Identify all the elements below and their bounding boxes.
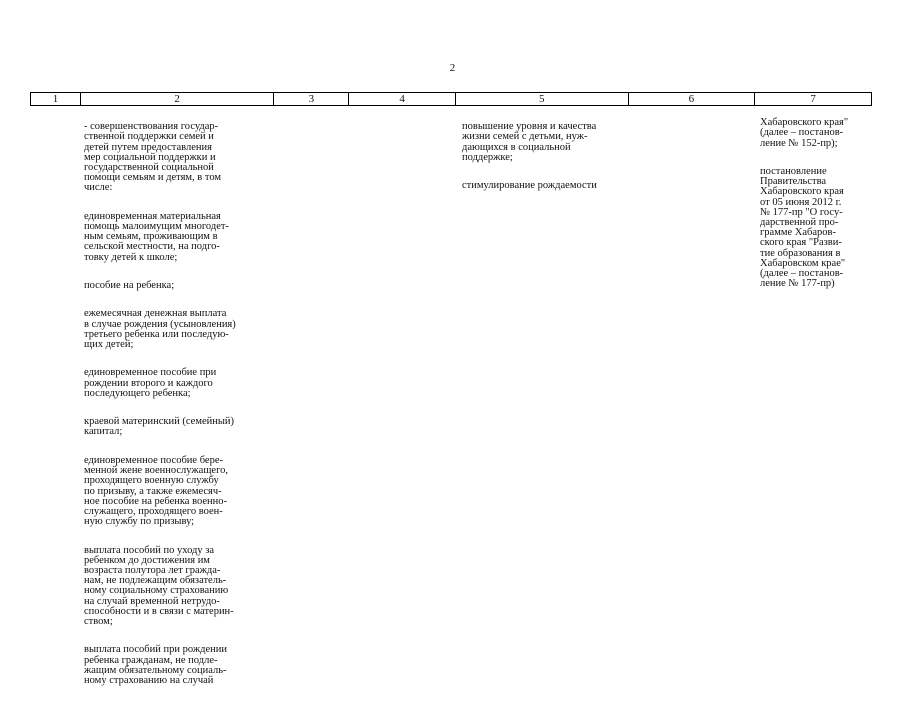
column-2-content (84, 112, 274, 704)
header-col-5: 5 (456, 93, 629, 105)
column-2-paragraph: краевой материнский (семейный) капитал; (84, 416, 235, 438)
column-7-paragraph: Хабаровского края" (далее – постанов- ление № 152-пр); (760, 117, 849, 149)
column-5-content (462, 112, 632, 210)
header-col-2: 2 (81, 93, 275, 105)
header-col-1: 1 (31, 93, 81, 105)
column-2-paragraph: выплата пособий при рождении ребенка гражданам, не подле- жащим обязательному социаль- ному страхованию на случай (84, 644, 227, 686)
column-2-paragraph: пособие на ребенка; (84, 280, 175, 292)
page-number: 2 (449, 62, 456, 74)
column-2-paragraph: единовременная материальная помощь малоимущим многодет- ным семьям, проживающим в сельской местности, на подго- товку детей к школе; (84, 210, 229, 263)
column-5-paragraph: повышение уровня и качества жизни семей с детьми, нуж- дающихся в социальной поддержке; (462, 121, 597, 163)
column-5-paragraph: стимулирование рождаемости (462, 180, 597, 192)
column-2-paragraph: единовременное пособие бере- менной жене военнослужащего, проходящего военную службу по призыву, а также ежемесяч- ное пособие на ребенка военно- служащего, проходящего воен- ную службу по призыву; (84, 454, 228, 528)
header-col-4: 4 (349, 93, 456, 105)
column-7-paragraph: постановление Правительства Хабаровского края от 05 июня 2012 г. № 177-пр "О госу- дарственной про- грамме Хабаров- ского края "Разви- тие образования в Хабаровском крае" (далее – постанов- ление № 177-пр) (760, 166, 846, 290)
column-7-content (760, 108, 870, 308)
column-2-paragraph: - совершенствования государ- ственной поддержки семей и детей путем предоставления мер социальной поддержки и государственной социальной помощи семьям и детям, в том числе: (84, 121, 222, 194)
table-header-row (30, 92, 872, 106)
column-2-paragraph: выплата пособий по уходу за ребенком до достижения им возраста полутора лет гражда- нам, не подлежащим обязатель- ному социальному страхованию на случай временной нетрудо- способности и в связи с материн- ством; (84, 544, 234, 627)
header-col-7: 7 (810, 93, 816, 105)
column-2-paragraph: ежемесячная денежная выплата в случае рождения (усыновления) третьего ребенка или последую- щих детей; (84, 308, 236, 351)
column-2-paragraph: единовременное пособие при рождении второго и каждого последующего ребенка; (84, 367, 217, 399)
header-col-3: 3 (274, 93, 349, 105)
header-col-6: 6 (629, 93, 756, 105)
